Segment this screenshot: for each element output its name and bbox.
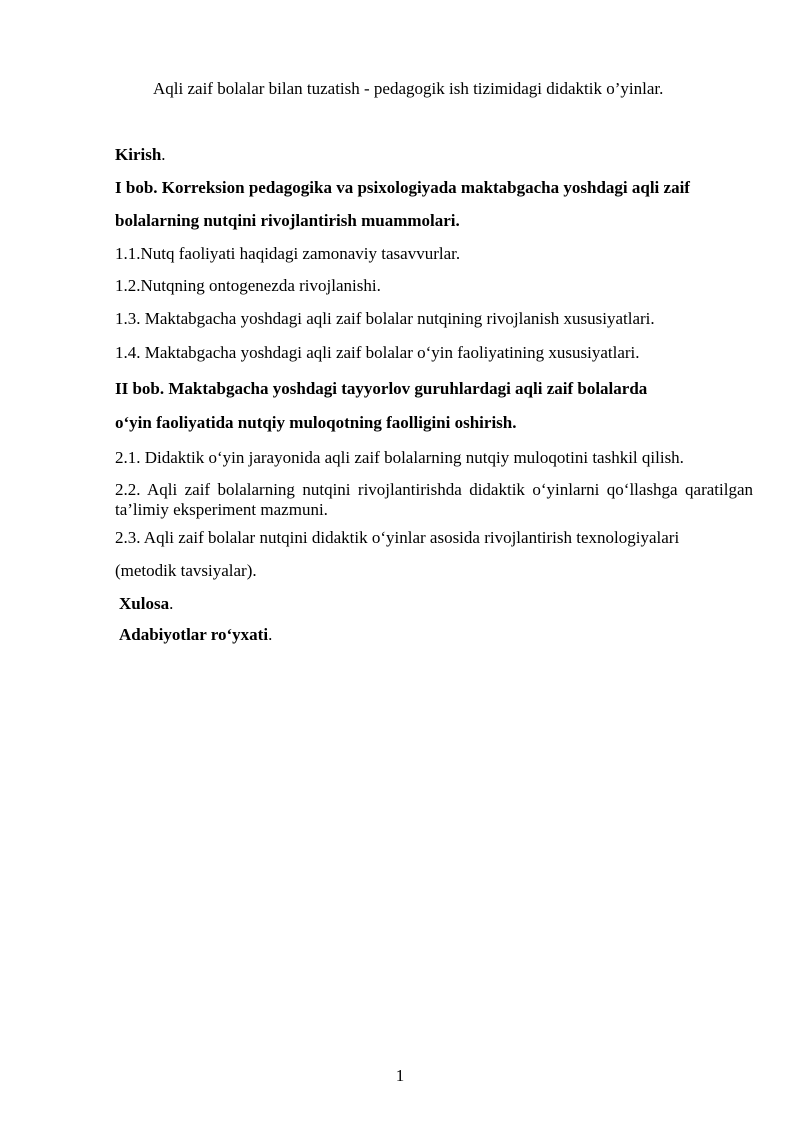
conclusion-label: Xulosa — [119, 594, 170, 613]
document-title: Aqli zaif bolalar bilan tuzatish - pedagogik ish tizimidagi didaktik o’yinlar. — [153, 79, 664, 98]
page-number: 1 — [395, 1066, 405, 1085]
intro-heading — [115, 145, 166, 165]
section-1-4: 1.4. Maktabgacha yoshdagi aqli zaif bolalar o‘yin faoliyatining xususiyatlari. — [115, 343, 640, 362]
references-label: Adabiyotlar ro‘yxati — [119, 625, 269, 644]
section-2-3: 2.3. Aqli zaif bolalar nutqini didaktik o‘yinlar asosida rivojlantirish texnologiyalari — [115, 528, 680, 547]
intro-suffix: . — [161, 145, 166, 164]
references-suffix: . — [268, 625, 273, 644]
section-1-3: 1.3. Maktabgacha yoshdagi aqli zaif bolalar nutqining rivojlanish xususiyatlari. — [115, 309, 655, 328]
references-heading — [119, 625, 272, 645]
section-1-2: 1.2.Nutqning ontogenezda rivojlanishi. — [115, 276, 381, 295]
section-2-2: 2.2. Aqli zaif bolalarning nutqini rivojlantirishda didaktik o‘yinlarni qo‘llashga qaratilgan ta’limiy eksperiment mazmuni. — [115, 480, 753, 519]
chapter1-heading-line1: I bob. Korreksion pedagogika va psixologiyada maktabgacha yoshdagi aqli zaif — [115, 178, 690, 197]
section-2-3-continued: (metodik tavsiyalar). — [115, 561, 257, 580]
chapter1-heading-line2: bolalarning nutqini rivojlantirish muammolari. — [115, 211, 460, 230]
conclusion-suffix: . — [169, 594, 174, 613]
chapter2-heading-line2: o‘yin faoliyatida nutqiy muloqotning faolligini oshirish. — [115, 413, 517, 432]
conclusion-heading — [119, 594, 173, 614]
section-2-1: 2.1. Didaktik o‘yin jarayonida aqli zaif bolalarning nutqiy muloqotini tashkil qilish. — [115, 448, 684, 467]
section-1-1: 1.1.Nutq faoliyati haqidagi zamonaviy tasavvurlar. — [115, 244, 461, 263]
intro-label: Kirish — [115, 145, 162, 164]
chapter2-heading-line1: II bob. Maktabgacha yoshdagi tayyorlov guruhlardagi aqli zaif bolalarda — [115, 379, 648, 398]
